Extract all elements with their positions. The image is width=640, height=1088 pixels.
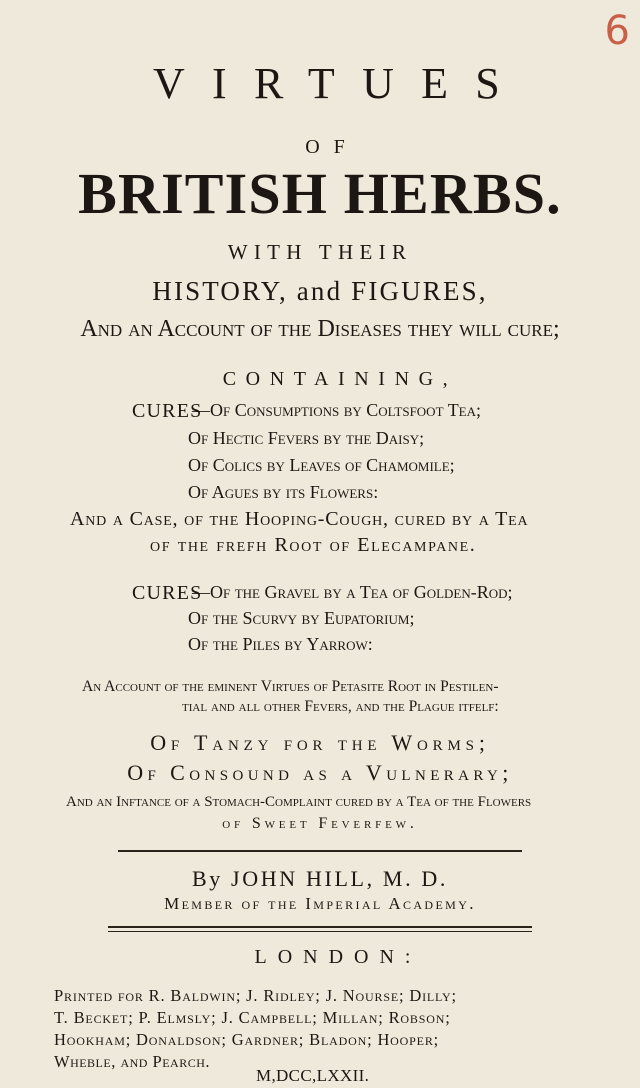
cures-2-line-1: —Of the Gravel by a Tea of Golden-Rod;	[192, 582, 513, 602]
hooping-line-1: And a Case, of the Hooping-Cough, cured by a Tea	[70, 508, 529, 530]
tanzy-line: Of Tanzy for the Worms;	[150, 730, 490, 755]
author-member-line: Member of the Imperial Academy.	[164, 894, 476, 913]
author-by-line: By JOHN HILL, M. D.	[191, 866, 449, 891]
cures-1-line-4: Of Agues by its Flowers:	[188, 482, 379, 502]
divider-rule-3	[108, 931, 532, 932]
cures-2-line-2: Of the Scurvy by Eupatorium;	[188, 608, 415, 628]
consound-line: Of Consound as a Vulnerary;	[127, 760, 513, 785]
title-history-figures: HISTORY, and FIGURES,	[152, 276, 488, 306]
hooping-line-2: of the frefh Root of Elecampane.	[150, 534, 477, 556]
imprint-line-2: T. Becket; P. Elmsly; J. Campbell; Millan; Robson;	[54, 1008, 451, 1027]
feverfew-line-1: And an Inftance of a Stomach-Complaint cured by a Tea of the Flowers	[66, 794, 532, 810]
cures-1-line-1: —Of Consumptions by Coltsfoot Tea;	[192, 400, 482, 420]
cures-2-line-3: Of the Piles by Yarrow:	[188, 634, 373, 654]
page-number: 6	[604, 8, 630, 54]
imprint-line-4: Wheble, and Pearch.	[54, 1052, 210, 1071]
title-account-line: And an Account of the Diseases they will cure;	[80, 316, 560, 342]
title-with-their: WITH THEIR	[227, 240, 413, 264]
cures-2-lead: CURES	[132, 582, 203, 604]
cures-1-lead: CURES	[132, 400, 203, 422]
petasite-line-2: tial and all other Fevers, and the Plague itfelf:	[182, 698, 499, 715]
london-line: LONDON:	[254, 946, 422, 968]
imprint-line-3: Hookham; Donaldson; Gardner; Bladon; Hooper;	[54, 1030, 440, 1049]
title-of: OF	[305, 136, 359, 158]
title-virtues: VIRTUES	[152, 59, 528, 108]
divider-rule-1	[118, 850, 522, 852]
cures-1-line-2: Of Hectic Fevers by the Daisy;	[188, 428, 425, 448]
title-british-herbs: BRITISH HERBS.	[78, 161, 562, 226]
publication-year: M,DCC,LXXII.	[256, 1066, 370, 1085]
divider-rule-2	[108, 926, 532, 928]
petasite-line-1: An Account of the eminent Virtues of Petasite Root in Pestilen-	[82, 678, 499, 695]
imprint-line-1: Printed for R. Baldwin; J. Ridley; J. Nourse; Dilly;	[54, 986, 457, 1005]
feverfew-line-2: of Sweet Feverfew.	[222, 815, 418, 832]
cures-1-line-3: Of Colics by Leaves of Chamomile;	[188, 455, 455, 475]
containing-heading: CONTAINING,	[222, 368, 458, 390]
